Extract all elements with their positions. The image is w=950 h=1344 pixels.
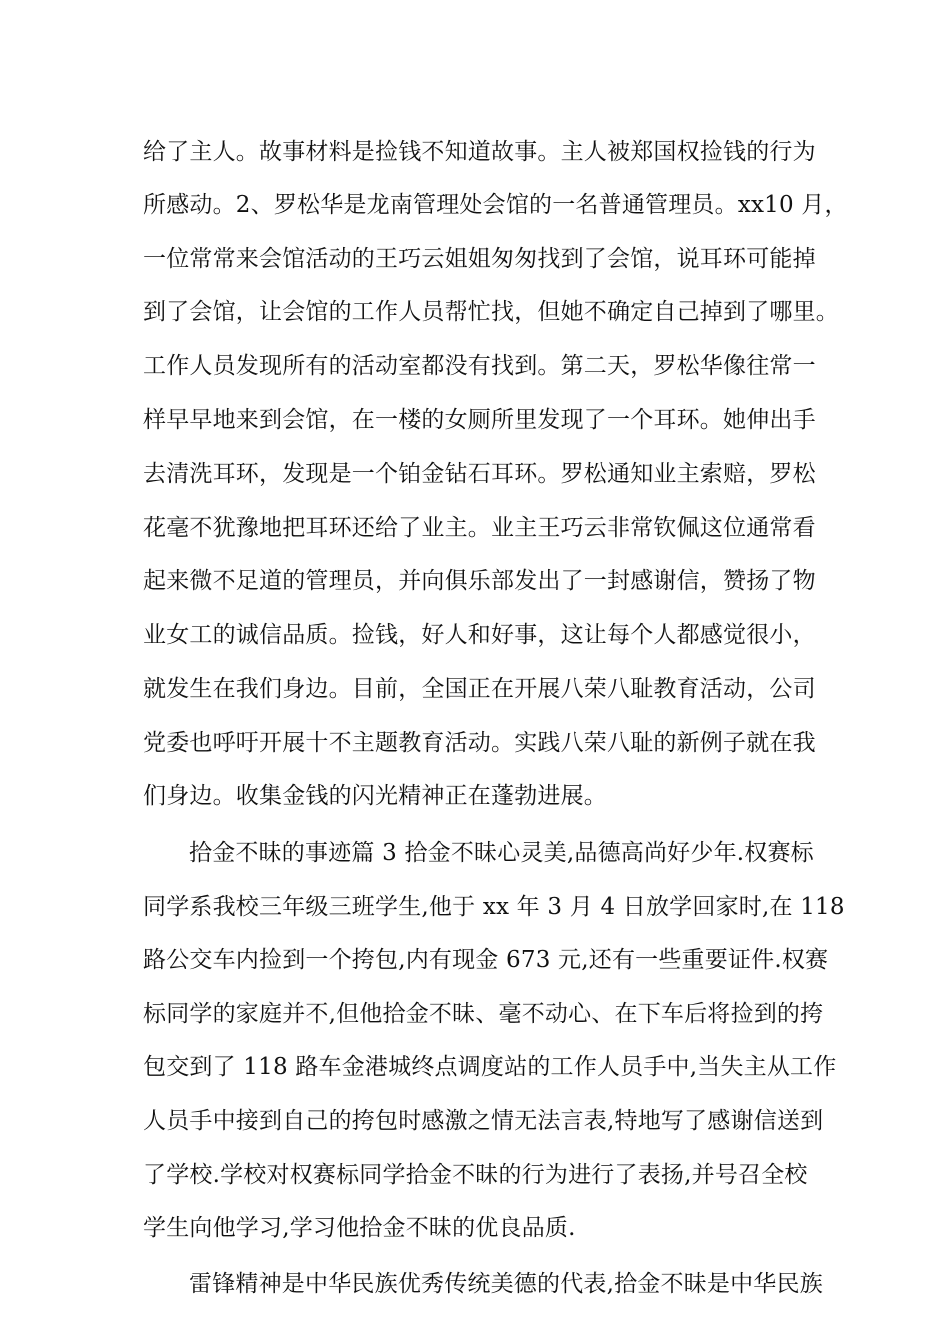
text-line: 工作人员发现所有的活动室都没有找到。第二天，罗松华像往常一	[143, 353, 816, 379]
text-line: 学生向他学习,学习他拾金不昧的优良品质.	[143, 1215, 576, 1241]
text-line: 样早早地来到会馆，在一楼的女厕所里发现了一个耳环。她伸出手	[143, 407, 816, 433]
text-line: 花毫不犹豫地把耳环还给了业主。业主王巧云非常钦佩这位通常看	[143, 515, 816, 541]
text-line: 路公交车内捡到一个挎包,内有现金 673 元,还有一些重要证件.权赛	[143, 947, 829, 973]
text-line: 人员手中接到自己的挎包时感激之情无法言表,特地写了感谢信送到	[143, 1108, 824, 1134]
text-line: 雷锋精神是中华民族优秀传统美德的代表,拾金不昧是中华民族	[189, 1271, 823, 1297]
text-line: 到了会馆，让会馆的工作人员帮忙找，但她不确定自己掉到了哪里。	[143, 299, 839, 325]
text-line: 包交到了 118 路车金港城终点调度站的工作人员手中,当失主从工作	[143, 1054, 837, 1080]
text-line: 一位常常来会馆活动的王巧云姐姐匆匆找到了会馆，说耳环可能掉	[143, 246, 816, 272]
text-line: 起来微不足道的管理员，并向俱乐部发出了一封感谢信，赞扬了物	[143, 568, 816, 594]
text-line: 了学校.学校对权赛标同学拾金不昧的行为进行了表扬,并号召全校	[143, 1162, 808, 1188]
text-line: 所感动。2、罗松华是龙南管理处会馆的一名普通管理员。xx10 月，	[143, 192, 848, 218]
text-line: 标同学的家庭并不,但他拾金不昧、毫不动心、在下车后将捡到的挎	[143, 1001, 824, 1027]
text-line: 去清洗耳环，发现是一个铂金钻石耳环。罗松通知业主索赔，罗松	[143, 461, 816, 487]
text-line: 拾金不昧的事迹篇 3 拾金不昧心灵美,品德高尚好少年.权赛标	[189, 840, 814, 866]
text-line: 同学系我校三年级三班学生,他于 xx 年 3 月 4 日放学回家时,在 118	[143, 894, 845, 920]
text-line: 业女工的诚信品质。捡钱，好人和好事，这让每个人都感觉很小，	[143, 622, 816, 648]
text-line: 给了主人。故事材料是捡钱不知道故事。主人被郑国权捡钱的行为	[143, 139, 816, 165]
text-line: 们身边。收集金钱的闪光精神正在蓬勃进展。	[143, 783, 607, 809]
text-line: 就发生在我们身边。目前，全国正在开展八荣八耻教育活动，公司	[143, 676, 816, 702]
text-line: 党委也呼吁开展十不主题教育活动。实践八荣八耻的新例子就在我	[143, 730, 816, 756]
